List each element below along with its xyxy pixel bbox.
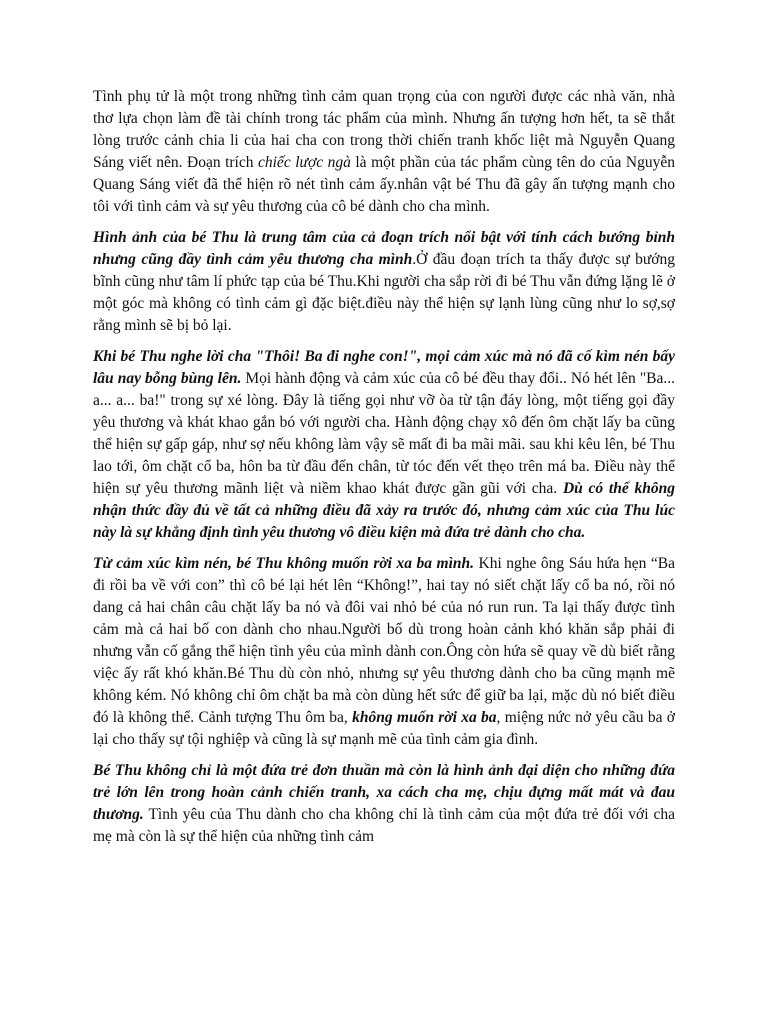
emphasis-text: Dù có thể không nhận thức đầy đủ về tất cả những điều đã xảy ra trước đó, nhưng cảm xúc của Thu lúc này là sự khẳng định tình yêu thương vô điều kiện mà đứa trẻ dành cho cha. [93, 480, 675, 541]
paragraph-text: Tình yêu của Thu dành cho cha không chỉ là tình cảm của một đứa trẻ đối với cha mẹ mà còn là sự thể hiện của những tình cảm [93, 806, 675, 845]
paragraph-farewell [93, 553, 675, 751]
work-title-italic: chiếc lược ngà [258, 154, 351, 171]
emphasis-text: không muốn rời xa ba [352, 709, 497, 726]
paragraph-character [93, 227, 675, 337]
emphasis-text: Khi bé Thu nghe lời cha "Thôi! Ba đi nghe con!", mọi cảm xúc mà nó đã cố kìm nén bấy lâu nay bỗng bùng lên. [93, 348, 675, 387]
paragraph-text: , miệng nức nở yêu cầu ba ở lại cho thấy sự tội nghiệp và cũng là sự mạnh mẽ của tình cảm gia đình. [93, 709, 675, 748]
paragraph-text: Mọi hành động và cảm xúc của cô bé đều thay đổi.. Nó hét lên "Ba... a... a... ba!" trong sự xé lòng. Đây là tiếng gọi như vỡ òa từ tận đáy lòng, một tiếng gọi đầy yêu thương và khát khao gắn bó với người cha. Hành động chạy xô đến ôm chặt lấy ba cũng thể hiện sự gấp gáp, như sợ nếu không làm vậy sẽ mất đi ba mãi mãi. sau khi kêu lên, bé Thu lao tới, ôm chặt cổ ba, hôn ba từ đầu đến chân, từ tóc đến vết thẹo trên má ba. Điều này thể hiện sự yêu thương mãnh liệt và niềm khao khát được gần gũi với cha. [93, 370, 675, 497]
paragraph-text: Khi nghe ông Sáu hứa hẹn “Ba đi rồi ba về với con” thì cô bé lại hét lên “Không!”, hai tay nó siết chặt lấy cổ ba nó, rồi nó dang cả hai chân câu chặt lấy ba nó và đôi vai nhỏ bé của nó run run. Ta lại thấy được tình cảm mà cả hai bố con dành cho nhau.Người bố dù trong hoàn cảnh khó khăn sắp phải đi nhưng vẫn cố gắng thể hiện tình yêu của mình dành con.Ông còn hứa sẽ quay về dù biết rằng việc ấy rất khó khăn.Bé Thu dù còn nhỏ, nhưng sự yêu thương dành cho ba cũng mạnh mẽ không kém. Nó không chỉ ôm chặt ba mà còn dùng hết sức để giữ ba lại, mặc dù nó biết điều đó là không thể. Cảnh tượng Thu ôm ba, [93, 555, 675, 726]
paragraph-emotion [93, 346, 675, 544]
document-page [93, 86, 675, 857]
paragraph-text: .Ở đầu đoạn trích ta thấy được sự bướng bĩnh cũng như tâm lí phức tạp của bé Thu.Khi người cha sắp rời đi bé Thu vẫn đứng lặng lẽ ở một góc mà không có tình cảm gì đặc biệt.điều này thể hiện sự lạnh lùng cũng như lo sợ,sợ rằng mình sẽ bị bỏ lại. [93, 251, 675, 334]
paragraph-text: Tình phụ tử là một trong những tình cảm quan trọng của con người được các nhà văn, nhà thơ lựa chọn làm đề tài chính trong tác phẩm của mình. Nhưng ấn tượng hơn hết, ta sẽ thắt lòng trước cảnh chia li của hai cha con trong thời chiến tranh khốc liệt mà Nguyễn Quang Sáng viết nên. Đoạn trích [93, 88, 675, 171]
emphasis-text: Từ cảm xúc kìm nén, bé Thu không muốn rời xa ba mình. [93, 555, 474, 572]
emphasis-text: Hình ảnh của bé Thu là trung tâm của cả đoạn trích nổi bật với tính cách bướng bỉnh nhưng cũng đầy tình cảm yêu thương cha mình [93, 229, 675, 268]
emphasis-text: Bé Thu không chỉ là một đứa trẻ đơn thuần mà còn là hình ảnh đại diện cho những đứa trẻ lớn lên trong hoàn cảnh chiến tranh, xa cách cha mẹ, chịu đựng mất mát và đau thương. [93, 762, 675, 823]
paragraph-symbol [93, 760, 675, 848]
paragraph-text: là một phần của tác phẩm cùng tên do của Nguyễn Quang Sáng viết đã thể hiện rõ nét tình cảm ấy.nhân vật bé Thu đã gây ấn tượng mạnh cho tôi với tình cảm và sự yêu thương của cô bé dành cho cha mình. [93, 154, 676, 215]
paragraph-intro [93, 86, 675, 218]
